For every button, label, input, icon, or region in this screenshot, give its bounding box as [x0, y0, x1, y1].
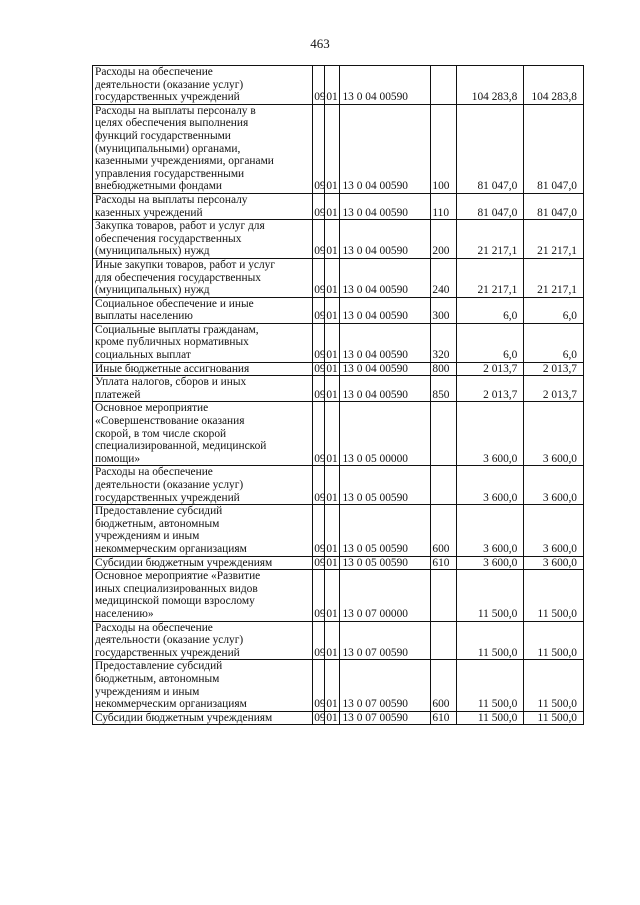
amount-cell-2: 11 500,0	[524, 570, 584, 621]
target-article-cell: 13 0 04 00590	[340, 220, 431, 259]
table-row	[93, 556, 584, 570]
amount-cell: 3 600,0	[456, 505, 524, 556]
target-article-cell: 13 0 07 00590	[340, 621, 431, 660]
table-row	[93, 711, 584, 725]
target-article-cell: 13 0 04 00590	[340, 66, 431, 105]
amount-cell: 11 500,0	[456, 621, 524, 660]
expense-type-cell: 300	[431, 297, 456, 323]
target-article-cell: 13 0 07 00590	[340, 660, 431, 711]
amount-cell: 11 500,0	[456, 570, 524, 621]
table-row	[93, 362, 584, 376]
expense-name-cell: Основное мероприятие «Развитие иных специализированных видов медицинской помощи взрослому населению»	[93, 570, 313, 621]
expense-type-cell: 600	[431, 505, 456, 556]
amount-cell-2: 6,0	[524, 323, 584, 362]
table-row	[93, 660, 584, 711]
expense-name-cell: Закупка товаров, работ и услуг для обеспечения государственных (муниципальных) нужд	[93, 220, 313, 259]
target-article-cell: 13 0 05 00590	[340, 466, 431, 505]
section-code-cell: 09	[313, 376, 325, 402]
expense-type-cell: 850	[431, 376, 456, 402]
expense-type-cell: 240	[431, 258, 456, 297]
subsection-code-cell: 01	[325, 297, 340, 323]
expense-name-cell: Иные бюджетные ассигнования	[93, 362, 313, 376]
subsection-code-cell: 01	[325, 402, 340, 466]
target-article-cell: 13 0 07 00590	[340, 711, 431, 725]
section-code-cell: 09	[314, 556, 326, 569]
target-article-cell: 13 0 05 00590	[340, 505, 431, 556]
target-article-cell: 13 0 04 00590	[340, 362, 431, 376]
amount-cell: 11 500,0	[456, 711, 524, 725]
section-code-cell: 09	[313, 621, 325, 660]
table-row	[93, 621, 584, 660]
subsection-code-cell: 01	[325, 711, 340, 725]
amount-cell: 104 283,8	[456, 66, 524, 105]
expense-name-cell: Предоставление субсидий бюджетным, автономным учреждениям и иным некоммерческим организациям	[93, 660, 313, 711]
table-row	[93, 466, 584, 505]
expense-name-cell: Основное мероприятие «Совершенствование оказания скорой, в том числе скорой специализированной, медицинской помощи»	[93, 402, 313, 466]
expense-name-cell: Уплата налогов, сборов и иных платежей	[93, 376, 313, 402]
amount-cell-2: 3 600,0	[524, 466, 584, 505]
subsection-code-cell: 01	[325, 66, 340, 105]
section-code-cell: 09	[313, 323, 325, 362]
section-code-cell: 09	[313, 570, 325, 621]
expense-name-cell: Расходы на выплаты персоналу казенных учреждений	[93, 193, 313, 219]
subsection-code-cell: 01	[325, 104, 340, 193]
amount-cell-2: 11 500,0	[524, 621, 584, 660]
target-article-cell: 13 0 04 00590	[340, 297, 431, 323]
table-row	[93, 66, 584, 105]
section-code-cell: 09	[313, 66, 325, 105]
target-article-cell: 13 0 04 00590	[340, 193, 431, 219]
amount-cell: 21 217,1	[456, 258, 524, 297]
page-number: 463	[310, 36, 330, 51]
section-code-cell: 09	[313, 402, 325, 466]
subsection-code-cell: 01	[325, 193, 340, 219]
section-code-cell: 09	[314, 711, 326, 724]
amount-cell: 21 217,1	[456, 220, 524, 259]
target-article-cell: 13 0 04 00590	[340, 323, 431, 362]
expense-name-cell: Расходы на обеспечение деятельности (оказание услуг) государственных учреждений	[93, 66, 313, 105]
section-code-cell: 09	[313, 104, 325, 193]
expense-name-cell: Расходы на обеспечение деятельности (оказание услуг) государственных учреждений	[93, 466, 313, 505]
expense-type-cell: 320	[431, 323, 456, 362]
target-article-cell: 13 0 07 00000	[340, 570, 431, 621]
expense-type-cell: 100	[431, 104, 456, 193]
table-row	[93, 376, 584, 402]
expense-type-cell: 610	[431, 711, 456, 725]
expense-type-cell: 200	[431, 220, 456, 259]
subsection-code-cell: 01	[325, 466, 340, 505]
section-code-cell: 09	[313, 193, 325, 219]
subsection-code-cell: 01	[325, 660, 340, 711]
amount-cell-2: 21 217,1	[524, 258, 584, 297]
amount-cell-2: 21 217,1	[524, 220, 584, 259]
expense-name-cell: Субсидии бюджетным учреждениям	[93, 556, 313, 570]
table-row	[93, 570, 584, 621]
amount-cell: 2 013,7	[456, 376, 524, 402]
amount-cell-2: 3 600,0	[524, 556, 584, 570]
budget-table	[92, 65, 584, 725]
amount-cell: 11 500,0	[456, 660, 524, 711]
expense-type-cell	[431, 402, 456, 466]
amount-cell-2: 11 500,0	[524, 660, 584, 711]
table-row	[93, 505, 584, 556]
expense-name-cell: Предоставление субсидий бюджетным, автономным учреждениям и иным некоммерческим организациям	[93, 505, 313, 556]
subsection-code-cell: 01	[325, 556, 340, 570]
amount-cell-2: 11 500,0	[524, 711, 584, 725]
table-row	[93, 258, 584, 297]
subsection-code-cell: 01	[325, 362, 340, 376]
target-article-cell: 13 0 04 00590	[340, 258, 431, 297]
expense-type-cell: 610	[431, 556, 456, 570]
amount-cell: 6,0	[456, 323, 524, 362]
amount-cell-2: 81 047,0	[524, 193, 584, 219]
target-article-cell: 13 0 04 00590	[340, 104, 431, 193]
section-code-cell: 09	[314, 362, 326, 375]
section-code-cell: 09	[313, 258, 325, 297]
amount-cell-2: 104 283,8	[524, 66, 584, 105]
expense-type-cell	[431, 621, 456, 660]
expense-type-cell: 800	[431, 362, 456, 376]
target-article-cell: 13 0 05 00590	[340, 556, 431, 570]
amount-cell-2: 81 047,0	[524, 104, 584, 193]
subsection-code-cell: 01	[325, 323, 340, 362]
target-article-cell: 13 0 04 00590	[340, 376, 431, 402]
subsection-code-cell: 01	[325, 505, 340, 556]
table-row	[93, 193, 584, 219]
amount-cell: 3 600,0	[456, 402, 524, 466]
amount-cell: 81 047,0	[456, 193, 524, 219]
amount-cell-2: 2 013,7	[524, 362, 584, 376]
expense-name-cell: Социальные выплаты гражданам, кроме публичных нормативных социальных выплат	[93, 323, 313, 362]
expense-name-cell: Расходы на обеспечение деятельности (оказание услуг) государственных учреждений	[93, 621, 313, 660]
table-row	[93, 220, 584, 259]
expense-type-cell	[431, 66, 456, 105]
section-code-cell: 09	[313, 466, 325, 505]
subsection-code-cell: 01	[325, 570, 340, 621]
section-code-cell: 09	[313, 660, 325, 711]
subsection-code-cell: 01	[325, 220, 340, 259]
section-code-cell: 09	[313, 297, 325, 323]
expense-name-cell: Социальное обеспечение и иные выплаты населению	[93, 297, 313, 323]
amount-cell: 81 047,0	[456, 104, 524, 193]
expense-type-cell: 600	[431, 660, 456, 711]
table-row	[93, 297, 584, 323]
expense-name-cell: Субсидии бюджетным учреждениям	[93, 711, 313, 725]
expense-name-cell: Расходы на выплаты персоналу в целях обеспечения выполнения функций государственными (муниципальными) органами, казенными учреждениями, органами управления государственными внебюджетными фондами	[93, 104, 313, 193]
table-row	[93, 323, 584, 362]
amount-cell: 3 600,0	[456, 556, 524, 570]
subsection-code-cell: 01	[325, 621, 340, 660]
section-code-cell: 09	[313, 505, 325, 556]
amount-cell: 2 013,7	[456, 362, 524, 376]
amount-cell-2: 3 600,0	[524, 505, 584, 556]
amount-cell: 3 600,0	[456, 466, 524, 505]
expense-type-cell	[431, 466, 456, 505]
subsection-code-cell: 01	[325, 376, 340, 402]
target-article-cell: 13 0 05 00000	[340, 402, 431, 466]
subsection-code-cell: 01	[325, 258, 340, 297]
table-row	[93, 104, 584, 193]
amount-cell-2: 3 600,0	[524, 402, 584, 466]
expense-type-cell: 110	[431, 193, 456, 219]
amount-cell-2: 2 013,7	[524, 376, 584, 402]
section-code-cell: 09	[313, 220, 325, 259]
expense-name-cell: Иные закупки товаров, работ и услуг для обеспечения государственных (муниципальных) нужд	[93, 258, 313, 297]
amount-cell: 6,0	[456, 297, 524, 323]
amount-cell-2: 6,0	[524, 297, 584, 323]
expense-type-cell	[431, 570, 456, 621]
table-row	[93, 402, 584, 466]
